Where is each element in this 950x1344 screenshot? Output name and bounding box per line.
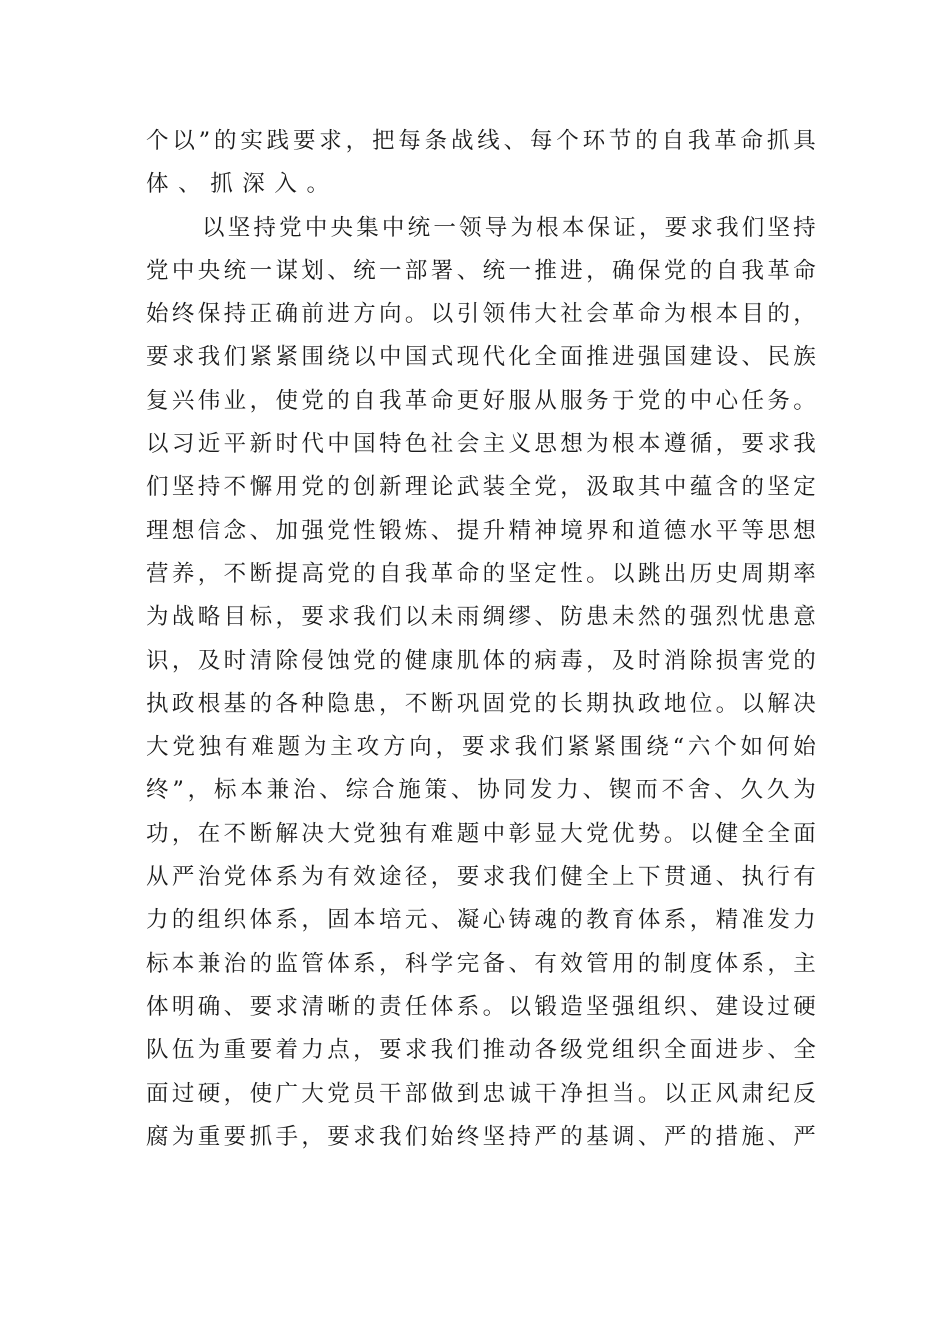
text-line: 面 过 硬 ， 使 广 大 党 员 干 部 做 到 忠 诚 干 净 担 当 。 以 正 风 肃 纪 反: [146, 1080, 816, 1107]
text-line: 功 ， 在 不 断 解 决 大 党 独 有 难 题 中 彰 显 大 党 优 势 。 以 健 全 全 面: [146, 820, 816, 847]
text-line: 标 本 兼 治 的 监 管 体 系 ， 科 学 完 备 、 有 效 管 用 的 制 度 体 系 ， 主: [146, 950, 816, 977]
text-line: 理 想 信 念 、 加 强 党 性 锻 炼 、 提 升 精 神 境 界 和 道 德 水 平 等 思 想: [146, 517, 816, 544]
text-line: 体 明 确 、 要 求 清 晰 的 责 任 体 系 。 以 锻 造 坚 强 组 织 、 建 设 过 硬: [146, 993, 816, 1020]
text-line: 以 坚 持 党 中 央 集 中 统 一 领 导 为 根 本 保 证 ， 要 求 我 们 坚 持: [202, 214, 816, 241]
text-line: 复 兴 伟 业 ， 使 党 的 自 我 革 命 更 好 服 从 服 务 于 党 的 中 心 任 务 。: [146, 387, 816, 414]
text-line: 终 ” ， 标 本 兼 治 、 综 合 施 策 、 协 同 发 力 、 锲 而 不 舍 、 久 久 为: [146, 777, 816, 804]
text-line: 为 战 略 目 标 ， 要 求 我 们 以 未 雨 绸 缪 、 防 患 未 然 的 强 烈 忧 患 意: [146, 604, 816, 631]
text-line: 要 求 我 们 紧 紧 围 绕 以 中 国 式 现 代 化 全 面 推 进 强 国 建 设 、 民 族: [146, 344, 816, 371]
text-line: 营 养 ， 不 断 提 高 党 的 自 我 革 命 的 坚 定 性 。 以 跳 出 历 史 周 期 率: [146, 560, 816, 587]
text-line: 从 严 治 党 体 系 为 有 效 途 径 ， 要 求 我 们 健 全 上 下 贯 通 、 执 行 有: [146, 864, 816, 891]
text-line: 执 政 根 基 的 各 种 隐 患 ， 不 断 巩 固 党 的 长 期 执 政 地 位 。 以 解 决: [146, 690, 816, 717]
text-line: 们 坚 持 不 懈 用 党 的 创 新 理 论 武 装 全 党 ， 汲 取 其 中 蕴 含 的 坚 定: [146, 474, 816, 501]
text-line: 体、抓深入。: [146, 171, 339, 198]
text-line: 始 终 保 持 正 确 前 进 方 向 。 以 引 领 伟 大 社 会 革 命 为 根 本 目 的 ，: [146, 301, 816, 328]
text-line: 队 伍 为 重 要 着 力 点 ， 要 求 我 们 推 动 各 级 党 组 织 全 面 进 步 、 全: [146, 1037, 816, 1064]
text-line: 大 党 独 有 难 题 为 主 攻 方 向 ， 要 求 我 们 紧 紧 围 绕 “ 六 个 如 何 始: [146, 734, 816, 761]
body-text: [146, 120, 816, 1159]
text-line: 以 习 近 平 新 时 代 中 国 特 色 社 会 主 义 思 想 为 根 本 遵 循 ， 要 求 我: [146, 431, 816, 458]
text-line: 力 的 组 织 体 系 ， 固 本 培 元 、 凝 心 铸 魂 的 教 育 体 系 ， 精 准 发 力: [146, 907, 816, 934]
text-line: 个 以 ” 的 实 践 要 求 ， 把 每 条 战 线 、 每 个 环 节 的 自 我 革 命 抓 具: [146, 128, 816, 154]
text-line: 党 中 央 统 一 谋 划 、 统 一 部 署 、 统 一 推 进 ， 确 保 党 的 自 我 革 命: [146, 257, 816, 284]
text-line: 腐 为 重 要 抓 手 ， 要 求 我 们 始 终 坚 持 严 的 基 调 、 严 的 措 施 、 严: [146, 1123, 816, 1150]
text-line: 识 ， 及 时 清 除 侵 蚀 党 的 健 康 肌 体 的 病 毒 ， 及 时 消 除 损 害 党 的: [146, 647, 816, 674]
